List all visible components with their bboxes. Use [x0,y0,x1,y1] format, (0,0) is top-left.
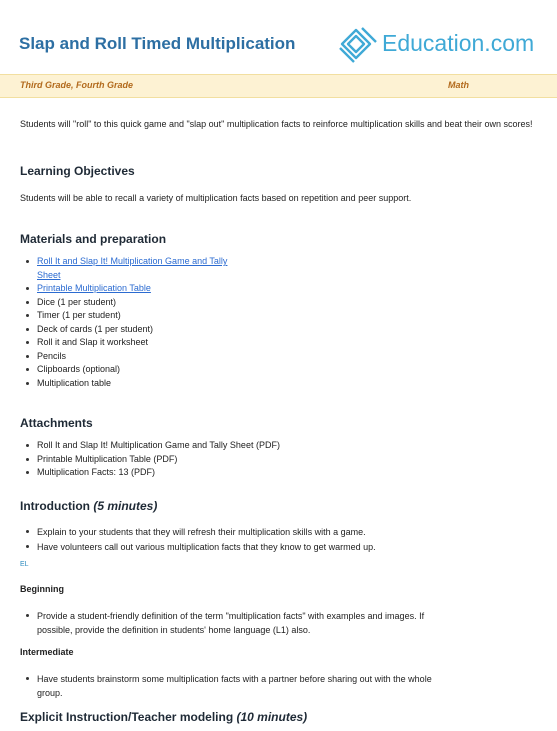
list-item: Provide a student-friendly definition of the term "multiplication facts" with examples and images. If possible, provide the definition in students' home language (L1) also. [20,609,540,637]
subject: Math [448,80,469,90]
education-logo[interactable] [336,24,546,66]
list-item: Pencils [20,350,540,364]
page-title: Slap and Roll Timed Multiplication [19,34,296,53]
list-item: Printable Multiplication Table (PDF) [20,453,540,467]
list-item: Have volunteers call out various multiplication facts that they know to get warmed up. [20,540,540,555]
explicit-instruction-heading: Explicit Instruction/Teacher modeling (10 minutes) [20,710,308,724]
list-item: Multiplication table [20,377,540,391]
list-item: Clipboards (optional) [20,363,540,377]
list-item: Timer (1 per student) [20,309,540,323]
meta-bar [0,74,557,98]
attachments-list [20,439,540,480]
grade-levels: Third Grade, Fourth Grade [20,80,134,90]
list-item [20,255,540,282]
list-item: Roll it and Slap it worksheet [20,336,540,350]
list-item [20,282,540,296]
beginning-heading: Beginning [20,584,64,594]
multiplication-table-link[interactable]: Printable Multiplication Table [37,283,151,293]
logo-icon [336,24,380,64]
intermediate-heading: Intermediate [20,647,74,657]
introduction-list [20,525,540,554]
learning-objectives-text: Students will be able to recall a variety of multiplication facts based on repetition and peer support. [20,193,412,203]
beginning-list [20,609,540,637]
materials-heading: Materials and preparation [20,232,167,246]
learning-objectives-heading: Learning Objectives [20,164,135,178]
intermediate-list [20,672,540,700]
list-item: Have students brainstorm some multiplication facts with a partner before sharing out with the whole group. [20,672,540,700]
list-item: Multiplication Facts: 13 (PDF) [20,466,540,480]
game-tally-sheet-link[interactable]: Roll It and Slap It! Multiplication Game and Tally Sheet [37,256,228,280]
intro-paragraph: Students will "roll" to this quick game and "slap out" multiplication facts to reinforce multiplication skills and beat their own scores! [20,119,533,129]
list-item: Explain to your students that they will refresh their multiplication skills with a game. [20,525,540,540]
introduction-heading: Introduction (5 minutes) [20,499,158,513]
attachments-heading: Attachments [20,416,93,430]
list-item: Deck of cards (1 per student) [20,323,540,337]
header [0,0,557,68]
el-label: EL [20,561,29,568]
materials-list [20,255,540,390]
list-item: Dice (1 per student) [20,296,540,310]
logo-text: Education.com [382,30,535,56]
list-item: Roll It and Slap It! Multiplication Game and Tally Sheet (PDF) [20,439,540,453]
